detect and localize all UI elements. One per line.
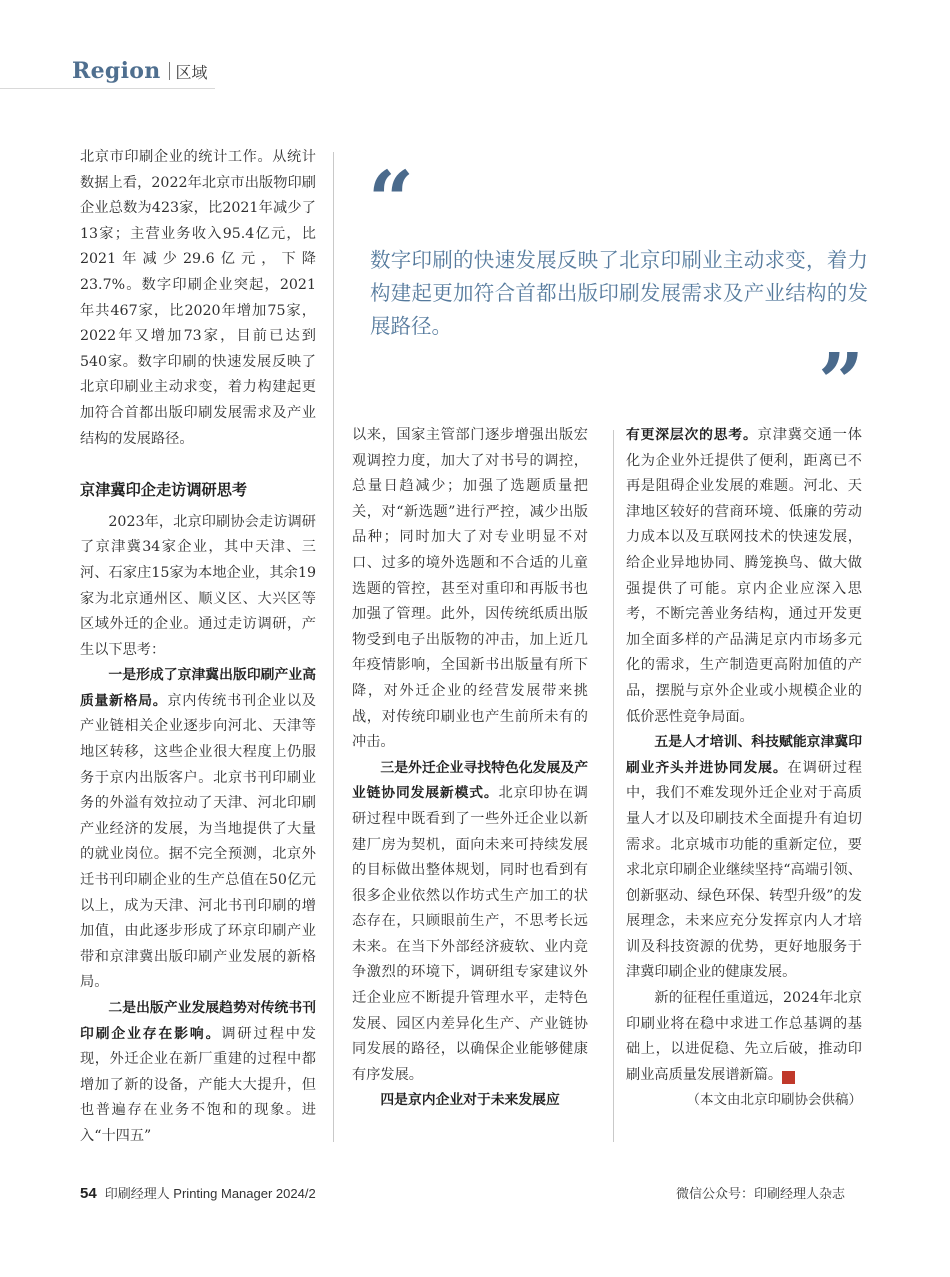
paragraph: 2023年，北京印刷协会走访调研了京津冀34家企业，其中天津、三河、石家庄15家为本地企业，其余19家为北京通州区、顺义区、大兴区等区域外迁的企业。通过走访调研，产生以下思考：	[80, 513, 316, 658]
page-footer-right	[676, 1183, 845, 1202]
paragraph: 以来，国家主管部门逐步增强出版宏观调控力度，加大了对书号的调控，总量日趋减少；加强了选题质量把关，对“新选题”进行严控，减少出版品种；同时加大了对专业明显不对口、过多的境外选题和不合适的儿童选题的管控，甚至对重印和再版书也加强了管理。此外，因传统纸质出版物受到电子出版物的冲击，加上近几年疫情影响，全国新书出版量有所下降，对外迁企业的经营发展带来挑战，对传统印刷业也产生前所未有的冲击。	[352, 427, 588, 751]
paragraph	[80, 996, 316, 1150]
point-heading: 二是出版产业发展趋势对传统书刊印刷企业存在影响。	[80, 1000, 316, 1042]
column-divider-1	[333, 152, 334, 1142]
section-region-cn: 区域	[175, 63, 208, 82]
section-subhead: 京津冀印企走访调研思考	[80, 481, 248, 500]
page-number: 54	[80, 1185, 97, 1202]
header-rule	[0, 88, 215, 89]
paragraph: 北京市印刷企业的统计工作。从统计数据上看，2022年北京市出版物印刷企业总数为423家，比2021年减少了13家；主营业务收入95.4亿元，比2021年减少29.6亿元，下降23.7%。数字印刷企业突起，2021年共467家，比2020年增加75家，2022年又增加73家，目前已达到540家。数字印刷的快速发展反映了北京印刷业主动求变，着力构建起更加符合首都出版印刷发展需求及产业结构的发展路径。	[80, 149, 316, 447]
column-divider-2	[613, 430, 614, 1142]
paragraph	[626, 986, 862, 1088]
paragraph	[352, 756, 588, 1089]
point-text: 京内传统书刊企业以及产业链相关企业逐步向河北、天津等地区转移，这些企业很大程度上仍服务于京内出版客户。北京书刊印刷业务的外溢有效拉动了天津、河北印刷产业经济的发展，为当地提供了大量的就业岗位。据不完全预测，北京外迁书刊印刷企业的生产总值在50亿元以上，成为天津、河北书刊印刷的增加值，由此逐步形成了环京印刷产业带和京津冀出版印刷产业发展的新格局。	[80, 692, 316, 991]
point-text: 北京印协在调研过程中既看到了一些外迁企业以新建厂房为契机，面向未来可持续发展的目标做出整体规划，同时也看到有很多企业依然以作坊式生产加工的状态存在，只顾眼前生产，不思考长远未来。在当下外部经济疲软、业内竞争激烈的环境下，调研组专家建议外迁企业应不断提升管理水平，走特色发展、园区内差异化生产、产业链协同发展的路径，以确保企业能够健康有序发展。	[352, 785, 588, 1083]
paragraph	[352, 1088, 588, 1114]
paragraph	[626, 730, 862, 986]
article-column-2	[352, 423, 588, 1114]
point-text: 京津冀交通一体化为企业外迁提供了便利，距离已不再是阻碍企业发展的难题。河北、天津地区较好的营商环境、低廉的劳动力成本以及互联网技术的快速发展，给企业异地协同、腾笼换鸟、做大做强提供了可能。京内企业应深入思考，不断完善业务结构，通过开发更加全面多样的产品满足京内市场多元化的需求，生产制造更高附加值的产品，摆脱与京外企业或小规模企业的低价恶性竞争局面。	[626, 427, 862, 725]
paragraph	[626, 423, 862, 730]
point-heading: 有更深层次的思考。	[626, 427, 758, 443]
wechat-account: 微信公众号：印刷经理人杂志	[676, 1186, 846, 1201]
point-heading: 一是形成了京津冀出版印刷产业高质量新格局。	[80, 667, 316, 709]
point-heading: 四是京内企业对于未来发展应	[380, 1092, 560, 1109]
point-text: 在调研过程中，我们不难发现外迁企业对于高质量人才以及印刷技术全面提升有迫切需求。北京城市功能的重新定位，要求北京印刷企业继续坚持“高端引领、创新驱动、绿色环保、转型升级”的发展理念，未来应充分发挥京内人才培训及科技资源的优势，更好地服务于津冀印刷企业的健康发展。	[626, 759, 862, 981]
article-column-3	[626, 423, 862, 1114]
point-text: 新的征程任重道远，2024年北京印刷业将在稳中求进工作总基调的基础上，以进促稳、先立后破，推动印刷业高质量发展谱新篇。	[626, 990, 862, 1083]
paragraph	[80, 663, 316, 996]
page-footer-left	[80, 1183, 316, 1202]
header-separator	[169, 62, 170, 80]
section-header	[72, 58, 208, 88]
article-column-1	[80, 145, 316, 1150]
section-region-label: Region	[72, 58, 161, 84]
point-heading: 三是外迁企业寻找特色化发展及产业链协同发展新模式。	[352, 759, 588, 802]
magazine-issue: 印刷经理人 Printing Manager 2024/2	[104, 1186, 316, 1201]
point-heading: 五是人才培训、科技赋能京津冀印刷业齐头并进协同发展。	[626, 734, 862, 776]
close-quote-mark: ”	[818, 335, 865, 429]
pull-quote: 数字印刷的快速发展反映了北京印刷业主动求变，着力构建起更加符合首都出版印刷发展需求及产业结构的发展路径。	[370, 248, 868, 338]
point-text: 调研过程中发现，外迁企业在新厂重建的过程中都增加了新的设备，产能大大提升，但也普遍存在业务不饱和的现象。进入“十四五”	[80, 1025, 316, 1144]
open-quote-mark: “	[368, 153, 415, 247]
article-credit: （本文由北京印刷协会供稿）	[686, 1092, 862, 1109]
end-of-article-icon: 人	[782, 1071, 795, 1084]
